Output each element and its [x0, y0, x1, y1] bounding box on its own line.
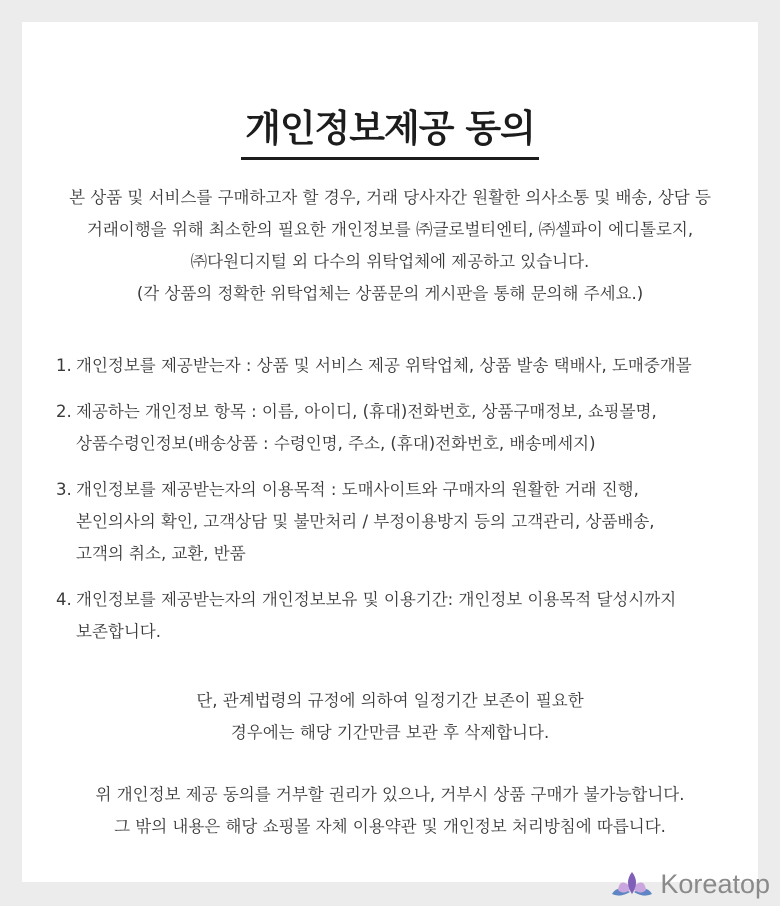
item-line: 고객의 취소, 교환, 반품: [76, 544, 246, 563]
item-line: 개인정보를 제공받는자 : 상품 및 서비스 제공 위탁업체, 상품 발송 택배사, 도매중개몰: [76, 356, 692, 375]
intro-line: 본 상품 및 서비스를 구매하고자 할 경우, 거래 당사자간 원활한 의사소통 및 배송, 상담 등: [69, 188, 711, 207]
list-item: [56, 584, 748, 648]
item-number: 4.: [56, 590, 72, 609]
list-item: [56, 350, 748, 382]
footer-line: 위 개인정보 제공 동의를 거부할 권리가 있으나, 거부시 상품 구매가 불가능합니다.: [95, 785, 685, 804]
notice-line: 단, 관계법령의 규정에 의하여 일정기간 보존이 필요한: [196, 691, 584, 710]
page-title: [22, 98, 758, 160]
consent-card: [22, 22, 758, 882]
brand-watermark: [610, 869, 770, 900]
brand-name: Koreatop: [660, 869, 770, 899]
refusal-notice: [22, 779, 758, 843]
intro-paragraph: [22, 182, 758, 310]
list-item: [56, 474, 748, 570]
item-line: 상품수령인정보(배송상품 : 수령인명, 주소, (휴대)전화번호, 배송메세지): [76, 434, 596, 453]
page-title-text: 개인정보제공 동의: [241, 98, 539, 160]
item-line: 보존합니다.: [76, 622, 161, 641]
item-line: 본인의사의 확인, 고객상담 및 불만처리 / 부정이용방지 등의 고객관리, 상품배송,: [76, 512, 655, 531]
intro-line: (각 상품의 정확한 위탁업체는 상품문의 게시판을 통해 문의해 주세요.): [136, 284, 644, 303]
intro-line: ㈜다원디지털 외 다수의 위탁업체에 제공하고 있습니다.: [190, 252, 590, 271]
item-number: 3.: [56, 480, 72, 499]
intro-line: 거래이행을 위해 최소한의 필요한 개인정보를 ㈜글로벌티엔티, ㈜셀파이 에디톨로지,: [86, 220, 694, 239]
item-number: 2.: [56, 402, 72, 421]
list-item: [56, 396, 748, 460]
notice-line: 경우에는 해당 기간만큼 보관 후 삭제합니다.: [230, 723, 550, 742]
lotus-icon: [610, 870, 654, 900]
item-line: 개인정보를 제공받는자의 이용목적 : 도매사이트와 구매자의 원활한 거래 진행,: [76, 480, 639, 499]
item-number: 1.: [56, 356, 72, 375]
footer-line: 그 밖의 내용은 해당 쇼핑몰 자체 이용약관 및 개인정보 처리방침에 따릅니다.: [114, 817, 666, 836]
consent-items-list: [56, 350, 748, 662]
item-line: 제공하는 개인정보 항목 : 이름, 아이디, (휴대)전화번호, 상품구매정보, 쇼핑몰명,: [76, 402, 657, 421]
retention-notice: [22, 685, 758, 749]
item-line: 개인정보를 제공받는자의 개인정보보유 및 이용기간: 개인정보 이용목적 달성시까지: [76, 590, 677, 609]
